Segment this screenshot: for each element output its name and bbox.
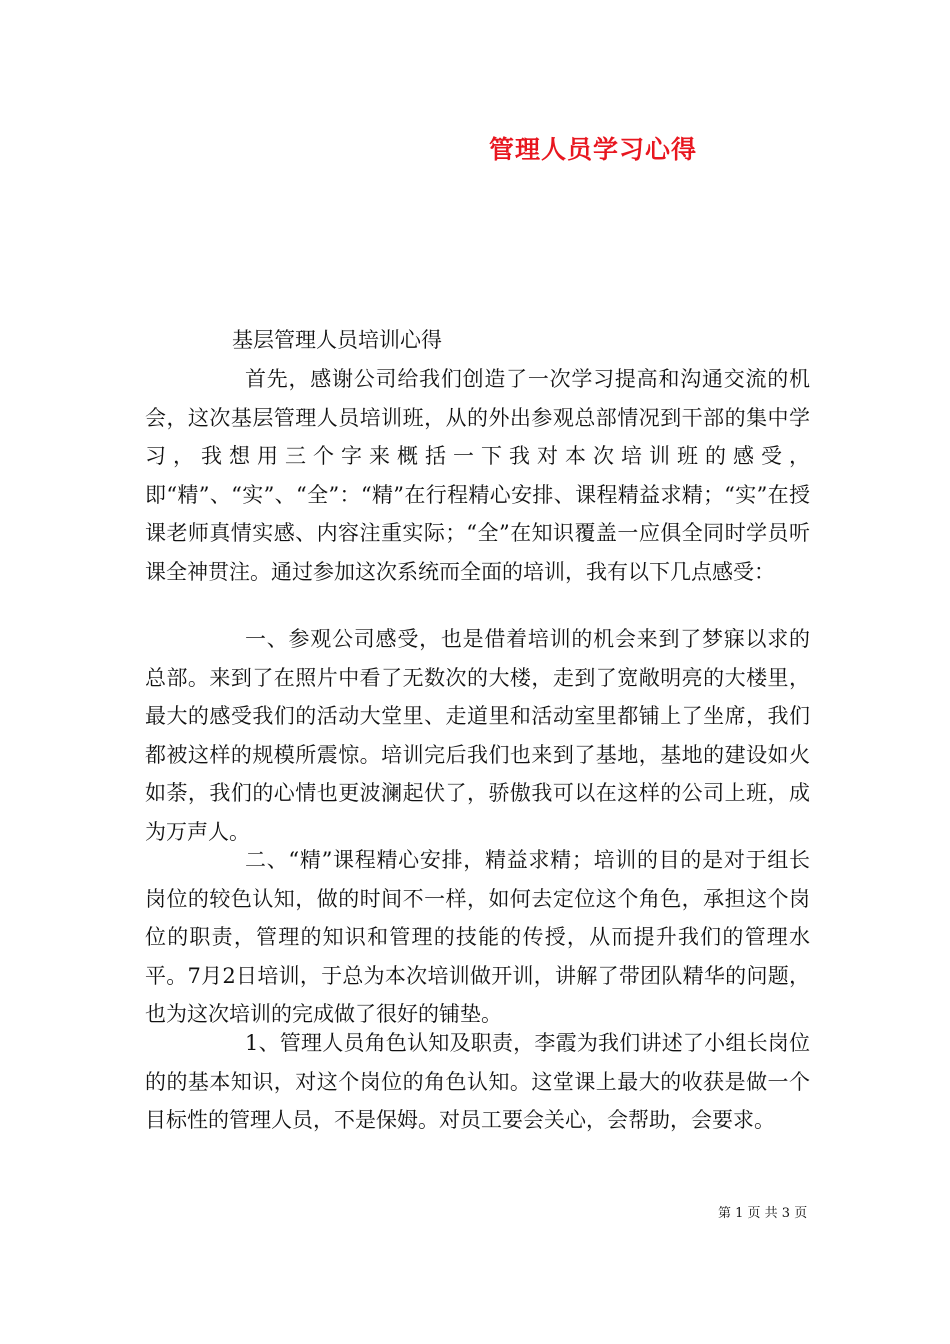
paragraph-intro: 首先，感谢公司给我们创造了一次学习提高和沟通交流的机会，这次基层管理人员培训班，从的外出参观总部情况到干部的集中学习，我想用三个字来概括一下我对本次培训班的感受，即“精”、“实”、“全”：“精”在行程精心安排、课程精益求精；“实”在授课老师真情实感、内容注重实际；“全”在知识覆盖一应俱全同时学员听课全神贯注。通过参加这次系统而全面的培训，我有以下几点感受： bbox=[145, 367, 810, 584]
paragraph-visit: 一、参观公司感受，也是借着培训的机会来到了梦寐以求的总部。来到了在照片中看了无数次的大楼，走到了宽敞明亮的大楼里，最大的感受我们的活动大堂里、走道里和活动室里都铺上了坐席，我们都被这样的规模所震惊。培训完后我们也来到了基地，基地的建设如火如荼，我们的心情也更波澜起伏了，骄傲我可以在这样的公司上班，成为万声人。 bbox=[145, 627, 810, 844]
page-title: 管理人员学习心得 bbox=[489, 135, 698, 164]
section-subtitle: 基层管理人员培训心得 bbox=[232, 328, 442, 352]
page-number-footer: 第 1 页 共 3 页 bbox=[718, 1206, 808, 1221]
paragraph-courses: 二、“精”课程精心安排，精益求精；培训的目的是对于组长岗位的较色认知，做的时间不一样，如何去定位这个角色，承担这个岗位的职责，管理的知识和管理的技能的传授，从而提升我们的管理水平。7月2日培训，于总为本次培训做开训，讲解了带团队精华的问题，也为这次培训的完成做了很好的铺垫。 bbox=[145, 848, 810, 1026]
paragraph-role-cognition: 1、管理人员角色认知及职责，李霞为我们讲述了小组长岗位的的基本知识，对这个岗位的角色认知。这堂课上最大的收获是做一个目标性的管理人员，不是保姆。对员工要会关心，会帮助，会要求。 bbox=[145, 1031, 810, 1132]
